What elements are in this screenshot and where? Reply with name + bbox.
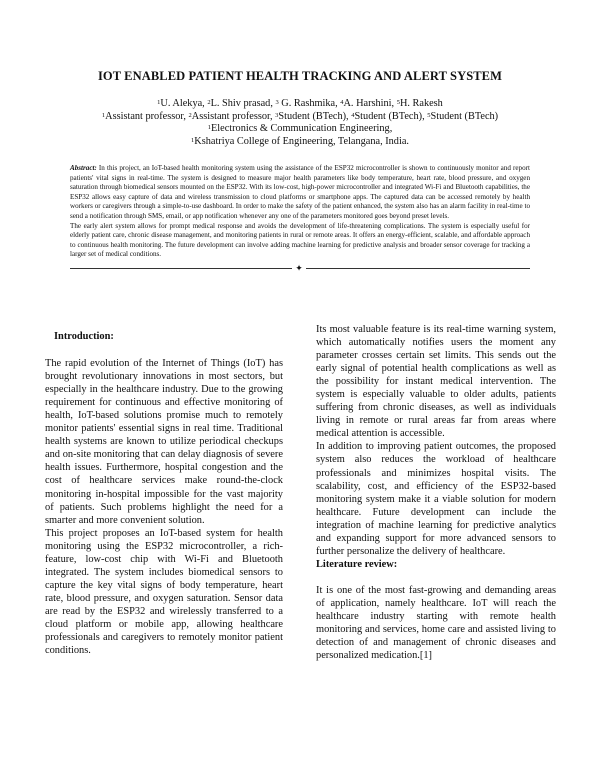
author-names xyxy=(0,98,600,111)
section-divider xyxy=(70,264,530,274)
right-column xyxy=(316,323,556,662)
author-college xyxy=(0,136,600,149)
role-5: Student (BTech) xyxy=(430,110,499,122)
divider-star-icon: ✦ xyxy=(295,263,303,273)
department-sup: 1 xyxy=(207,124,211,131)
role-1-sup: 1 xyxy=(101,111,106,119)
role-2-sup: 2 xyxy=(188,111,192,119)
role-3: Student (BTech), xyxy=(278,110,352,122)
introduction-paragraph-2: This project proposes an IoT-based system for health monitoring using the ESP32 microcontroller, a rich-feature, low-cost chip with Wi-Fi and Bluetooth integrated. The system includes biomedical sensors to capture the key vital signs of body temperature, heart rate, blood pressure, and oxygen saturation. Sensor data are read by the ESP32 and wirelessly transferred to a cloud platform or mobile app, allowing healthcare professionals and caregivers to remotely monitor patient conditions. xyxy=(45,527,283,657)
role-4: Student (BTech), xyxy=(354,110,428,122)
author-4: A. Harshini, xyxy=(343,98,397,109)
role-5-sup: 5 xyxy=(427,111,431,119)
introduction-heading: Introduction: xyxy=(54,331,114,342)
author-5: H. Rakesh xyxy=(399,98,443,109)
role-3-sup: 3 xyxy=(275,111,279,119)
abstract-paragraph-2: The early alert system allows for prompt medical response and avoids the development of life-threatening complications. The system is especially useful for elderly patient care, chronic disease management, and monitoring patients in rural or remote areas. It offers an energy-efficient, scalable, and affordable approach to continuous health monitoring. The future development can involve adding machine learning for predictive analysis and broader sensor coverage for tracking a larger set of medical conditions. xyxy=(70,221,530,259)
literature-review-heading: Literature review: xyxy=(316,558,398,570)
divider-line-right xyxy=(306,268,530,269)
introduction-paragraph-1: The rapid evolution of the Internet of Things (IoT) has brought revolutionary innovations in most sectors, but especially in the healthcare industry. Due to the growing requirement for continuous and effective monitoring of health, IoT-based solutions promise much to remotely monitor patients' essential signs in real time. Traditional health systems are known to utilize periodical checkups and on-site monitoring that can delay diagnosis of severe health issues. Furthermore, hospital congestion and the cost of healthcare services make round-the-clock monitoring in-hospital impossible for the vast majority of patients. Such problems highlight the need for a smarter and more convenient solution. xyxy=(45,358,283,526)
author-2: L. Shiv prasad, xyxy=(210,98,276,109)
literature-paragraph-1: It is one of the most fast-growing and demanding areas of application, namely healthcare. IoT will reach the healthcare industry starting with remote health monitoring and services, home care and assisted living to detection of and management of chronic diseases and personalized medication.[1] xyxy=(316,584,556,662)
author-4-sup: 4 xyxy=(340,99,344,106)
spacer xyxy=(316,571,556,584)
author-3-sup: 3 xyxy=(275,99,279,106)
college-sup: 1 xyxy=(191,136,195,144)
role-4-sup: 4 xyxy=(351,111,355,119)
department-text: Electronics & Communication Engineering, xyxy=(210,123,393,134)
right-paragraph-2: In addition to improving patient outcomes, the proposed system also reduces the workload of healthcare professionals and minimizes hospital visits. The scalability, cost, and efficiency of the ESP32-based monitoring system make it a viable solution for modern healthcare. Future development can include the integration of machine learning for predictive analytics and expanding support for more advanced sensors to further personalize the delivery of healthcare. xyxy=(316,441,556,557)
right-paragraph-1: Its most valuable feature is its real-time warning system, which automatically notifies users the moment any parameter crosses certain set limits. This sends out the early signal of potential health complications as well as the possibility for instant medical intervention. The system is especially valuable to older adults, patients suffering from chronic diseases, as well as individuals living in remote or rural areas far from areas where medical attention is accessible. xyxy=(316,324,556,440)
author-5-sup: 5 xyxy=(396,99,400,106)
author-block xyxy=(0,98,600,148)
author-1-sup: 1 xyxy=(157,99,161,106)
author-roles xyxy=(0,111,600,124)
author-2-sup: 2 xyxy=(207,99,211,106)
author-3: G. Rashmika, xyxy=(278,98,341,109)
college-text: Kshatriya College of Engineering, Telangana, India. xyxy=(194,135,409,147)
role-1: Assistant professor, xyxy=(105,110,189,122)
role-2: Assistant professor, xyxy=(191,110,276,122)
abstract-paragraph-1 xyxy=(70,164,530,222)
abstract-text-1: In this project, an IoT-based health monitoring system using the assistance of the ESP32 microcontroller is shown to continuously monitor and report patients' vital signs in real-time. The system is designed to measure major health parameters like body temperature, heart rate, blood pressure, and oxygen saturation through biomedical sensors mounted on the ESP32. With its low-cost, high-power microcontroller and integrated Wi-Fi and Bluetooth capabilities, the ESP32 allows easy capture of data and wireless transmission to cloud platforms or smartphone apps. The captured data can be accessed remotely by health workers or caregivers through a simple-to-use dashboard. In order to make the safety of the patient enhanced, the system also has an alarm facility in real-time to send a notification through SMS, email, or app notification whenever any one of the parameters monitored goes beyond preset levels. xyxy=(70,164,530,220)
divider-line-left xyxy=(70,268,292,269)
author-1: U. Alekya, xyxy=(160,98,208,109)
abstract-label: Abstract: xyxy=(70,164,97,172)
paper-title: IOT ENABLED PATIENT HEALTH TRACKING AND ALERT SYSTEM xyxy=(97,69,503,83)
left-column xyxy=(45,330,283,657)
abstract xyxy=(70,164,530,260)
author-department xyxy=(0,123,600,136)
